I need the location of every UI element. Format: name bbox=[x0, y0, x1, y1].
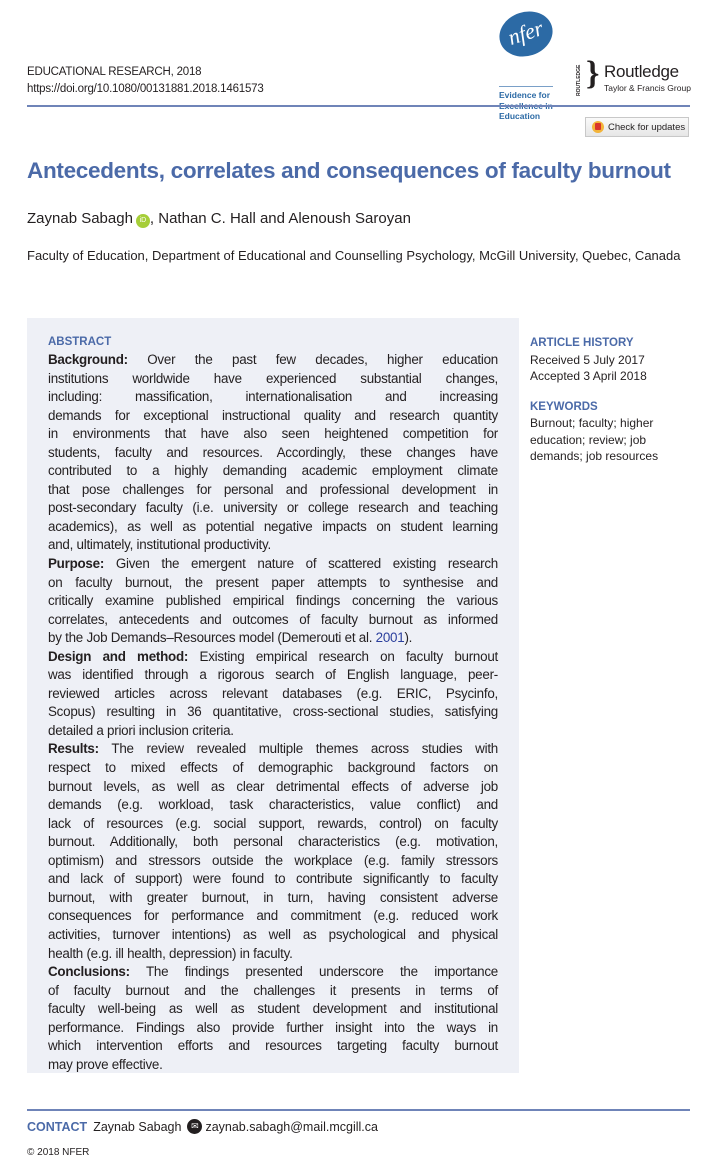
abstract-text: by the Job Demands–Resources model (Demerouti et al. bbox=[48, 630, 376, 646]
abstract-line bbox=[48, 1000, 498, 1019]
abstract-line bbox=[48, 629, 498, 648]
abstract-text: academics), as well as potential negative impacts on student learning bbox=[48, 518, 498, 534]
abstract-line bbox=[48, 852, 498, 871]
abstract-text: lack of resources (e.g. social support, rewards, control) on faculty bbox=[48, 815, 498, 831]
header-rule bbox=[27, 105, 690, 107]
abstract-line bbox=[48, 481, 498, 500]
abstract-section-label: Background: bbox=[48, 352, 128, 367]
abstract-text: demands (e.g. workload, task characteristics, value conflict) and bbox=[48, 797, 498, 813]
abstract-text: consequences for performance and commitment (e.g. reduced work bbox=[48, 908, 498, 924]
abstract-line bbox=[48, 351, 498, 370]
abstract-line bbox=[48, 425, 498, 444]
abstract-line bbox=[48, 796, 498, 815]
abstract-line bbox=[48, 388, 498, 407]
keywords: Burnout; faculty; higher education; review; job demands; job resources bbox=[530, 416, 659, 463]
abstract-line bbox=[48, 462, 498, 481]
accepted-date: Accepted 3 April 2018 bbox=[530, 369, 647, 383]
abstract-section-label: Conclusions: bbox=[48, 964, 130, 980]
abstract-text: of faculty burnout and the challenges it presents in terms of bbox=[48, 982, 498, 998]
abstract-text: students, faculty and resources. Accordingly, these changes have bbox=[48, 444, 498, 460]
contact-name: Zaynab Sabagh bbox=[93, 1119, 182, 1134]
tagline-line: Evidence for bbox=[499, 90, 551, 100]
routledge-name: Routledge bbox=[604, 62, 679, 81]
abstract-text: health (e.g. ill health, depression) in faculty. bbox=[48, 945, 293, 961]
email-icon: ✉ bbox=[187, 1119, 202, 1134]
abstract-section-label: Purpose: bbox=[48, 556, 105, 572]
check-for-updates-button[interactable] bbox=[585, 117, 689, 137]
abstract-line bbox=[48, 982, 498, 1001]
tagline-line: Education bbox=[499, 111, 541, 121]
article-title: Antecedents, correlates and consequences of faculty burnout bbox=[27, 158, 671, 183]
abstract-text: demands for exceptional instructional quality and research quantity bbox=[48, 407, 498, 423]
abstract-text: post-secondary faculty (i.e. university or college research and teaching bbox=[48, 500, 498, 516]
abstract-line bbox=[48, 499, 498, 518]
abstract-text: may prove effective. bbox=[48, 1056, 163, 1072]
abstract-text: performance. Findings also provide further insight into the ways in bbox=[48, 1019, 498, 1035]
abstract-line bbox=[48, 963, 498, 982]
abstract-text: critically examine published empirical findings concerning the various bbox=[48, 593, 498, 609]
routledge-subtitle: Taylor & Francis Group bbox=[604, 83, 691, 93]
contact-label: CONTACT bbox=[27, 1119, 88, 1134]
footer-rule bbox=[27, 1109, 690, 1111]
abstract-text: activities, turnover intentions) as well as psychological and physical bbox=[48, 926, 498, 942]
abstract-text: and, ultimately, institutional productivity. bbox=[48, 537, 271, 553]
abstract-line bbox=[48, 574, 498, 593]
abstract-text: The review revealed multiple themes across studies with bbox=[98, 741, 498, 757]
abstract-text: Existing empirical research on faculty burnout bbox=[188, 648, 498, 664]
author-name: Zaynab Sabagh bbox=[27, 210, 133, 227]
abstract-text: faculty well-being as well as student development and institutional bbox=[48, 1001, 498, 1017]
abstract-line bbox=[48, 722, 498, 741]
abstract-text: and lack of support) were found to contribute significantly to faculty bbox=[48, 871, 498, 887]
abstract-text: Scopus) resulting in 36 quantitative, cross-sectional studies, satisfying bbox=[48, 704, 498, 720]
abstract-line bbox=[48, 555, 498, 574]
orcid-icon[interactable]: iD bbox=[136, 214, 150, 228]
abstract-text: detailed a priori inclusion criteria. bbox=[48, 722, 234, 738]
abstract-text: in environments that have also seen heightened competition for bbox=[48, 426, 498, 442]
routledge-logo-icon: } bbox=[586, 55, 600, 92]
abstract-body bbox=[48, 351, 498, 1074]
abstract-line bbox=[48, 370, 498, 389]
abstract-line bbox=[48, 815, 498, 834]
affiliation: Faculty of Education, Department of Educational and Counselling Psychology, McGill University, Quebec, Canada bbox=[27, 248, 681, 263]
abstract-heading: ABSTRACT bbox=[48, 336, 112, 348]
received-date: Received 5 July 2017 bbox=[530, 352, 645, 367]
abstract-line bbox=[48, 907, 498, 926]
abstract-line bbox=[48, 592, 498, 611]
abstract-text: including: massification, internationalisation and increasing bbox=[48, 389, 498, 405]
journal-name: EDUCATIONAL RESEARCH, 2018 bbox=[27, 66, 202, 78]
abstract-line bbox=[48, 926, 498, 945]
abstract-line bbox=[48, 778, 498, 797]
abstract-text: contributed to a highly demanding academic employment climate bbox=[48, 463, 498, 479]
abstract-line bbox=[48, 1037, 498, 1056]
abstract-line bbox=[48, 1056, 498, 1075]
abstract-text: The findings presented underscore the importance bbox=[129, 964, 498, 980]
abstract-line bbox=[48, 703, 498, 722]
abstract-text: which intervention efforts and resources targeting faculty burnout bbox=[48, 1038, 498, 1054]
abstract-line bbox=[48, 685, 498, 704]
abstract-text: Over the past few decades, higher education bbox=[127, 352, 498, 367]
abstract-line bbox=[48, 870, 498, 889]
abstract-text: institutions worldwide have experienced substantial changes, bbox=[48, 370, 498, 386]
abstract-text: burnout. Additionally, both personal characteristics (e.g. motivation, bbox=[48, 834, 498, 850]
abstract-line bbox=[48, 945, 498, 964]
abstract-text: correlates, antecedents and outcomes of faculty burnout as informed bbox=[48, 611, 498, 627]
abstract-text: respect to mixed effects of demographic background factors on bbox=[48, 760, 498, 776]
abstract-line bbox=[48, 536, 498, 555]
nfer-logo: nfer bbox=[494, 5, 559, 64]
abstract-section-label: Design and method: bbox=[48, 648, 189, 664]
article-sidebar bbox=[530, 335, 690, 465]
abstract-line bbox=[48, 759, 498, 778]
contact-line bbox=[27, 1119, 378, 1134]
tagline-line: Excellence in bbox=[499, 100, 553, 111]
abstract-text: ). bbox=[404, 630, 413, 646]
citation-link[interactable]: 2001 bbox=[375, 630, 405, 646]
contact-email-link[interactable]: zaynab.sabagh@mail.mcgill.ca bbox=[205, 1119, 378, 1134]
abstract-line bbox=[48, 611, 498, 630]
article-history-heading: ARTICLE HISTORY bbox=[530, 337, 634, 349]
abstract-section-label: Results: bbox=[48, 741, 99, 757]
abstract-line bbox=[48, 833, 498, 852]
copyright: © 2018 NFER bbox=[27, 1147, 90, 1158]
abstract-text: on faculty burnout, the present paper attempts to synthesise and bbox=[48, 574, 498, 590]
abstract-text: reviewed articles across relevant databases (e.g. ERIC, Psycinfo, bbox=[48, 685, 498, 701]
abstract-line bbox=[48, 889, 498, 908]
doi-link[interactable]: https://doi.org/10.1080/00131881.2018.1461573 bbox=[27, 83, 264, 95]
abstract-line bbox=[48, 444, 498, 463]
abstract-line bbox=[48, 666, 498, 685]
abstract-text: was identified through a rigorous search of English language, peer- bbox=[48, 667, 498, 683]
authors bbox=[27, 210, 411, 228]
keywords-heading: KEYWORDS bbox=[530, 400, 598, 413]
abstract-line bbox=[48, 740, 498, 759]
nfer-divider bbox=[499, 86, 553, 87]
abstract-line bbox=[48, 1019, 498, 1038]
abstract-line bbox=[48, 518, 498, 537]
abstract-line bbox=[48, 407, 498, 426]
abstract-text: Given the emergent nature of scattered existing research bbox=[104, 556, 498, 572]
crossmark-icon bbox=[592, 121, 604, 133]
abstract-text: that pose challenges for personal and professional development in bbox=[48, 481, 498, 497]
check-updates-label: Check for updates bbox=[608, 121, 686, 133]
abstract-text: burnout levels, as well as clear detrimental effects of adverse job bbox=[48, 778, 498, 794]
abstract-text: optimism) and stressors outside the workplace (e.g. family stressors bbox=[48, 852, 498, 868]
routledge-vertical-text: ROUTLEDGE bbox=[576, 64, 582, 96]
co-authors: , Nathan C. Hall and Alenoush Saroyan bbox=[149, 210, 411, 227]
abstract-text: burnout, with greater burnout, in turn, having consistent adverse bbox=[48, 889, 498, 905]
abstract-line bbox=[48, 648, 498, 667]
